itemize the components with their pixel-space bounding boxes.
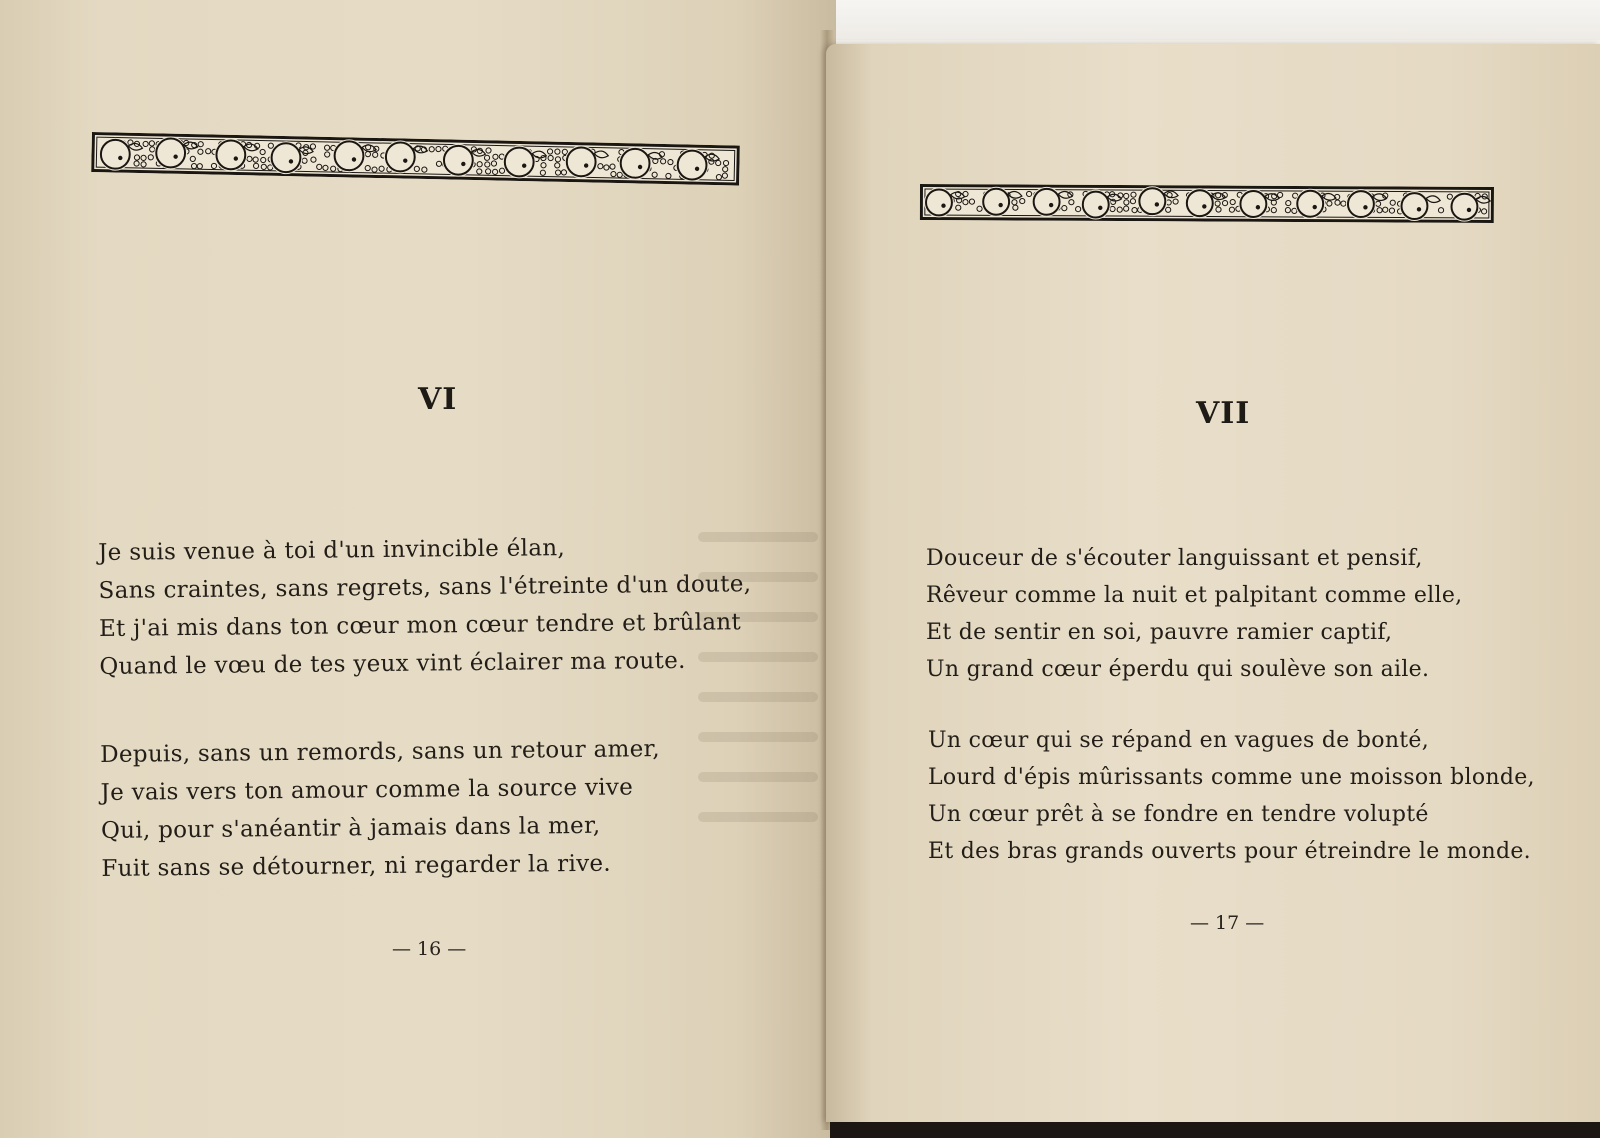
verse-line: Sans craintes, sans regrets, sans l'étreinte d'un doute, [98,571,752,604]
verse-line: Et j'ai mis dans ton cœur mon cœur tendre et brûlant [98,609,742,642]
verse-line: Un grand cœur éperdu qui soulève son aile. [926,657,1430,682]
poem-numeral: VI [418,382,458,417]
verse-line: Je vais vers ton amour comme la source vive [100,774,634,806]
verse-line: Un cœur prêt à se fondre en tendre volupté [928,802,1429,827]
fruit-garland-icon [91,132,740,186]
stanza [100,730,661,888]
verse-line: Qui, pour s'anéantir à jamais dans la mer, [100,812,601,844]
verse-line: Douceur de s'écouter languissant et pensif, [926,546,1423,571]
poem-numeral: VII [1196,396,1251,431]
verse-line: Un cœur qui se répand en vagues de bonté, [928,728,1430,753]
verse-line: Quand le vœu de tes yeux vint éclairer ma route. [99,647,686,680]
page-number: — 17 — [1190,912,1265,934]
fruit-garland-icon [920,184,1494,223]
verse-line: Depuis, sans un remords, sans un retour amer, [100,736,661,768]
page-number: — 16 — [392,938,467,960]
stanza [98,527,752,686]
verse-line: Je suis venue à toi d'un invincible élan, [98,535,566,566]
verse-line: Fuit sans se détourner, ni regarder la rive. [101,850,612,882]
verse-line: Et de sentir en soi, pauvre ramier captif, [926,620,1393,645]
stanza [928,722,1535,870]
verse-line: Et des bras grands ouverts pour étreindre le monde. [928,839,1531,864]
stanza [926,540,1462,688]
verse-line: Lourd d'épis mûrissants comme une moisson blonde, [928,765,1535,790]
verse-line: Rêveur comme la nuit et palpitant comme elle, [926,583,1463,608]
table-shadow [830,1122,1600,1138]
